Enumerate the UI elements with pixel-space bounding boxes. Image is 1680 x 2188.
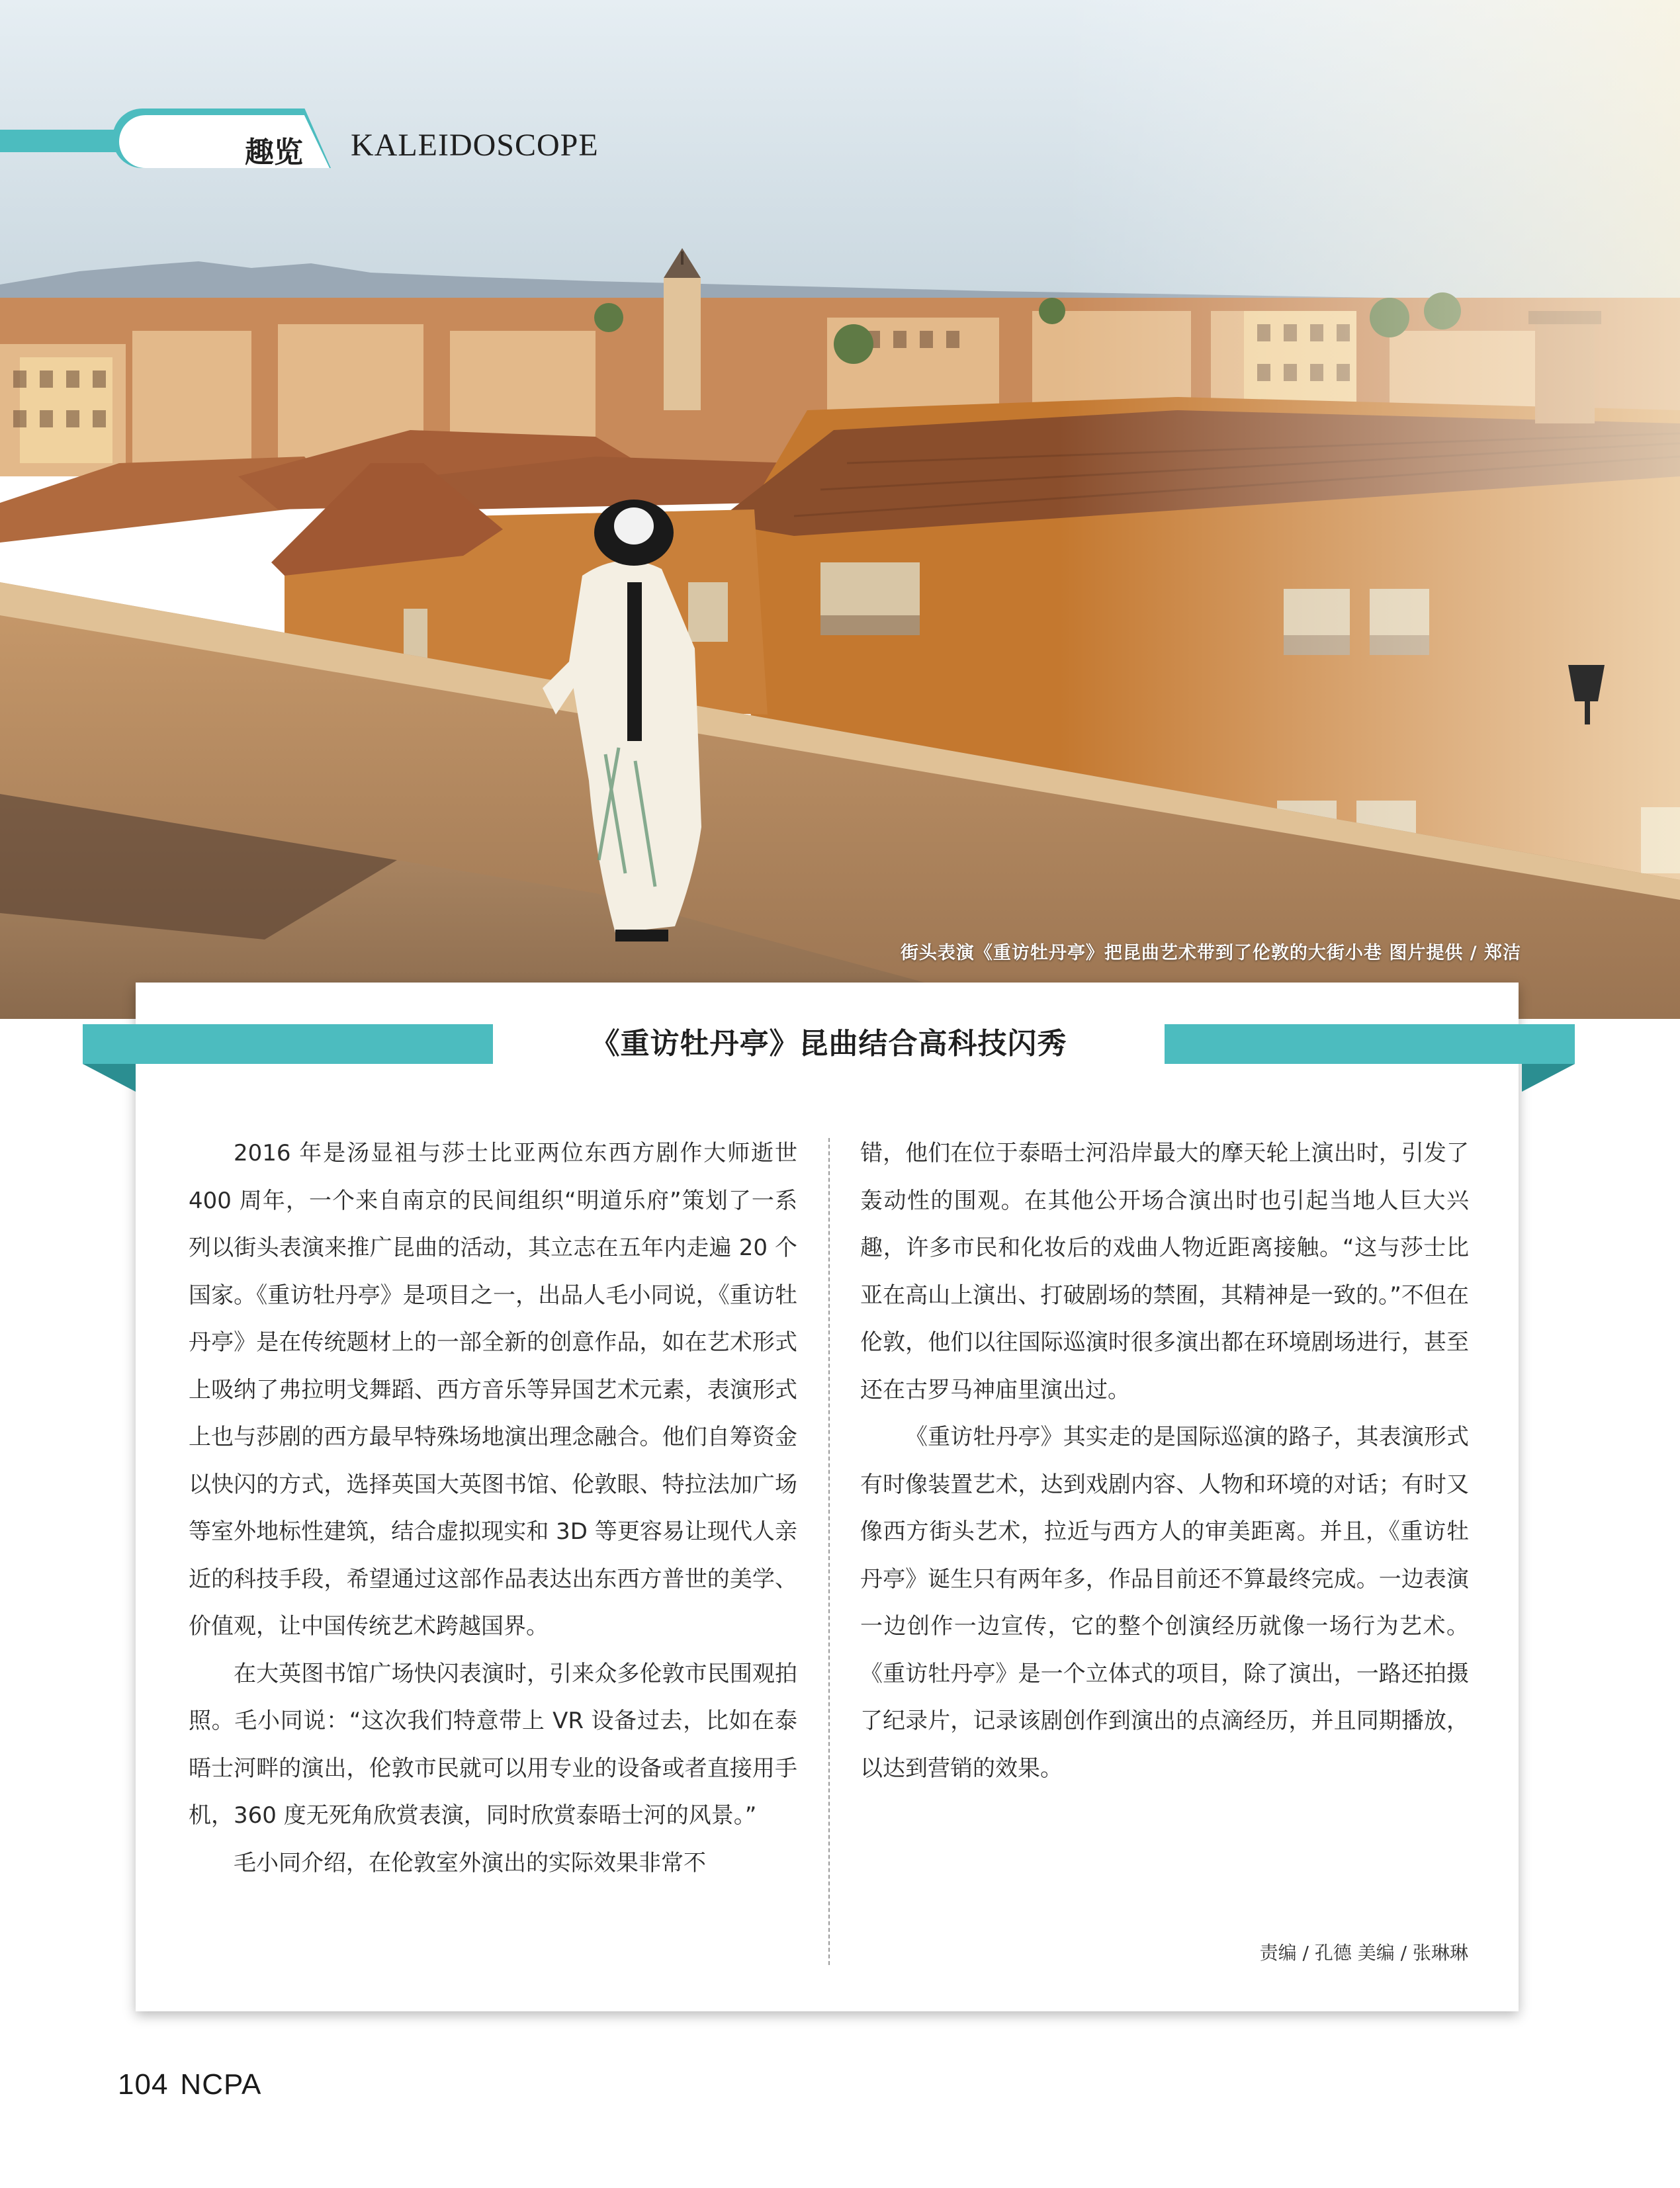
paragraph: 《重访牡丹亭》其实走的是国际巡演的路子，其表演形式有时像装置艺术，达到戏剧内容、人物和环境的对话；有时又像西方街头艺术，拉近与西方人的审美距离。并且，《重访牡丹亭》诞生只有两年多，作品目前还不算最终完成。一边表演一边创作一边宣传，它的整个创演经历就像一场行为艺术。《重访牡丹亭》是一个立体式的项目，除了演出，一路还拍摄了纪录片，记录该剧创作到演出的点滴经历，并且同期播放，以达到营销的效果。 (860, 1424, 1469, 1782)
article-column-right (860, 1130, 1469, 1792)
paragraph-continuation: 错，他们在位于泰晤士河沿岸最大的摩天轮上演出时，引发了轰动性的围观。在其他公开场合演出时也引起当地人巨大兴趣，许多市民和化妆后的戏曲人物近距离接触。“这与莎士比亚在高山上演出、打破剧场的禁囿，其精神是一致的。”不但在伦敦，他们以往国际巡演时很多演出都在环境剧场进行，甚至还在古罗马神庙里演出过。 (860, 1140, 1469, 1403)
paragraph: 2016 年是汤显祖与莎士比亚两位东西方剧作大师逝世 400 周年，一个来自南京的民间组织“明道乐府”策划了一系列以街头表演来推广昆曲的活动，其立志在五年内走遍 20 个国家。《重访牡丹亭》是项目之一，出品人毛小同说，《重访牡丹亭》是在传统题材上的一部全新的创意作品，如在艺术形式上吸纳了弗拉明戈舞蹈、西方音乐等异国艺术元素，表演形式上也与莎剧的西方最早特殊场地演出理念融合。他们自筹资金以快闪的方式，选择英国大英图书馆、伦敦眼、特拉法加广场等室外地标性建筑，结合虚拟现实和 3D 等更容易让现代人亲近的科技手段，希望通过这部作品表达出东西方普世的美学、价值观，让中国传统艺术跨越国界。 (189, 1140, 797, 1640)
ribbon-fold-left (83, 1064, 136, 1092)
section-tab (0, 99, 635, 172)
article-column-left (189, 1130, 797, 1887)
article-title: 《重访牡丹亭》昆曲结合高科技闪秀 (590, 1027, 1067, 1061)
page-number: 104 (118, 2068, 169, 2101)
section-label-cn: 趣览 (245, 136, 303, 169)
section-label-en: KALEIDOSCOPE (351, 128, 599, 163)
page-footer (118, 2068, 261, 2101)
publication-name: NCPA (180, 2068, 262, 2101)
column-divider (828, 1138, 830, 1965)
editor-credits: 责编 / 孔德 美编 / 张琳琳 (1259, 1942, 1468, 1964)
title-ribbon-left (83, 1024, 493, 1064)
title-ribbon-right (1165, 1024, 1575, 1064)
paragraph: 在大英图书馆广场快闪表演时，引来众多伦敦市民围观拍照。毛小同说：“这次我们特意带上 VR 设备过去，比如在泰晤士河畔的演出，伦敦市民就可以用专业的设备或者直接用手机，360 度无死角欣赏表演，同时欣赏泰晤士河的风景。” (189, 1660, 797, 1829)
photo-caption: 街头表演《重访牡丹亭》把昆曲艺术带到了伦敦的大街小巷 图片提供 / 郑洁 (900, 943, 1521, 963)
paragraph: 毛小同介绍，在伦敦室外演出的实际效果非常不 (234, 1849, 706, 1876)
ribbon-fold-right (1522, 1064, 1575, 1092)
